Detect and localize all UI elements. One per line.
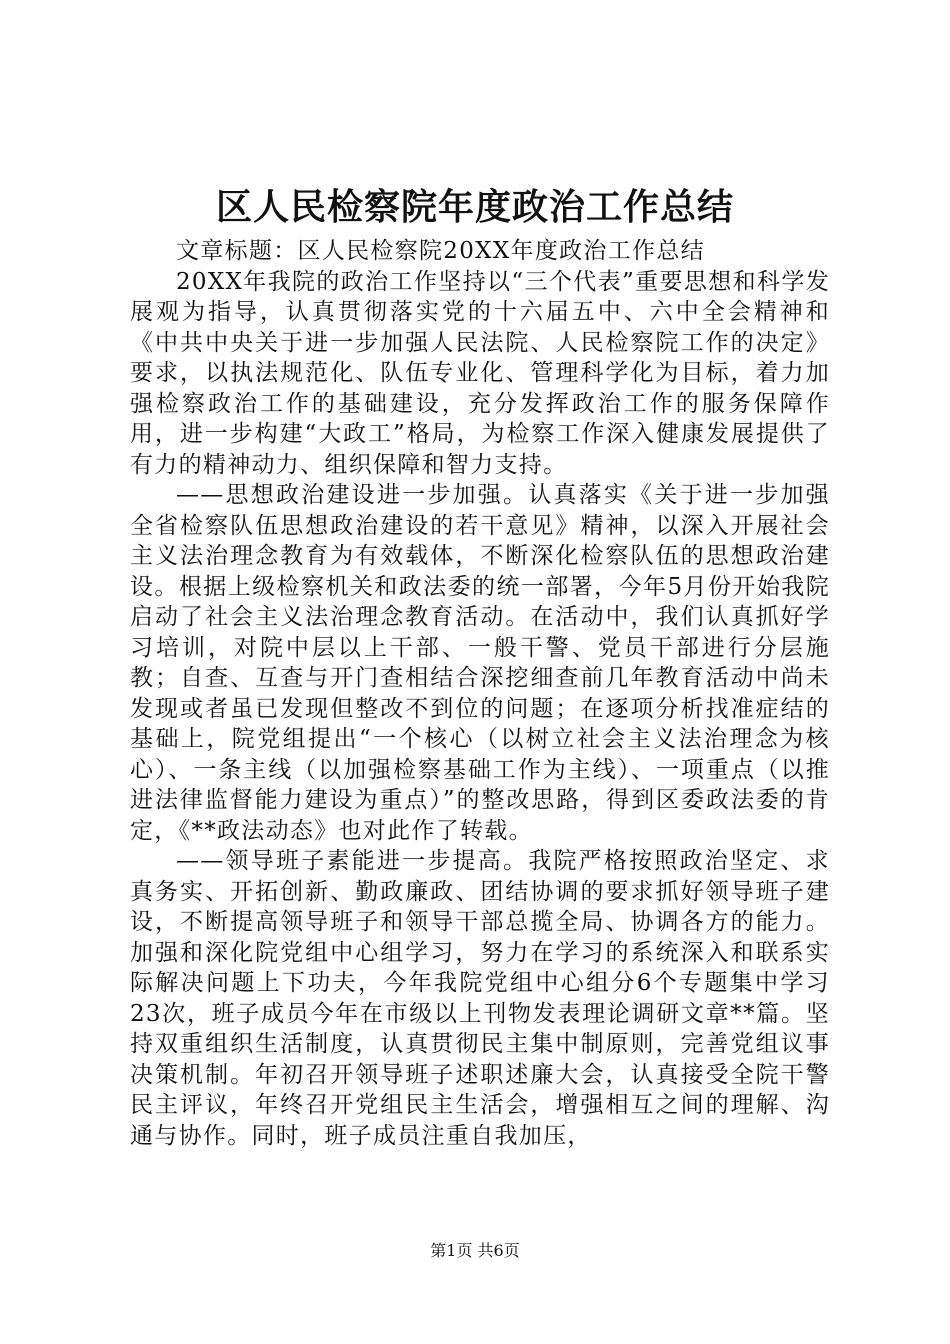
document-body (130, 236, 830, 1151)
paragraph-intro: 20XX年我院的政治工作坚持以“三个代表”重要思想和科学发展观为指导，认真贯彻落实党的十六届五中、六中全会精神和《中共中央关于进一步加强人民法院、人民检察院工作的决定》要求，以执法规范化、队伍专业化、管理科学化为目标，着力加强检察政治工作的基础建设，充分发挥政治工作的服务保障作用，进一步构建“大政工”格局，为检察工作深入健康发展提供了有力的精神动力、组织保障和智力支持。 (130, 268, 830, 478)
document-title: 区人民检察院年度政治工作总结 (215, 186, 734, 228)
paragraph-ideological-building: ——思想政治建设进一步加强。认真落实《关于进一步加强全省检察队伍思想政治建设的若干意见》精神，以深入开展社会主义法治理念教育为有效载体，不断深化检察队伍的思想政治建设。根据上级检察机关和政法委的统一部署，今年5月份开始我院启动了社会主义法治理念教育活动。在活动中，我们认真抓好学习培训，对院中层以上干部、一般干警、党员干部进行分层施教；自查、互查与开门查相结合深挖细查前几年教育活动中尚未发现或者虽已发现但整改不到位的问题；在逐项分析找准症结的基础上，院党组提出“一个核心（以树立社会主义法治理念为核心）、一条主线（以加强检察基础工作为主线）、一项重点（以推进法律监督能力建设为重点）”的整改思路，得到区委政法委的肯定，《**政法动态》也对此作了转载。 (130, 482, 830, 844)
article-title-line: 文章标题：区人民检察院20XX年度政治工作总结 (176, 238, 705, 264)
paragraph-leadership: ——领导班子素能进一步提高。我院严格按照政治坚定、求真务实、开拓创新、勤政廉政、团结协调的要求抓好领导班子建设，不断提高领导班子和领导干部总揽全局、协调各方的能力。加强和深化院党组中心组学习，努力在学习的系统深入和联系实际解决问题上下功夫，今年我院党组中心组分6个专题集中学习23次，班子成员今年在市级以上刊物发表理论调研文章**篇。坚持双重组织生活制度，认真贯彻民主集中制原则，完善党组议事决策机制。年初召开领导班子述职述廉大会，认真接受全院干警民主评议，年终召开党组民主生活会，增强相互之间的理解、沟通与协作。同时，班子成员注重自我加压， (130, 848, 830, 1149)
page-footer: 第1页 共6页 (430, 1241, 520, 1260)
